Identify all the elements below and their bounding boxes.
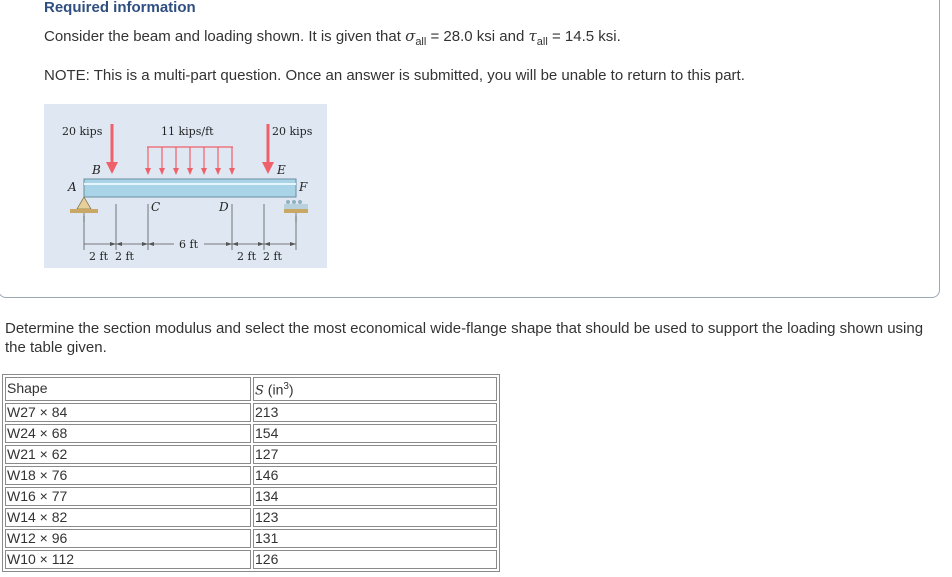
dimension-left-label: 2 ft 2 ft [89,250,134,263]
shape-cell: W16 × 77 [5,487,251,506]
note-text: NOTE: This is a multi-part question. Once an answer is submitted, you will be unable to return to this part. [44,67,745,84]
point-d-label: D [219,200,229,214]
table-row [5,550,497,569]
dimension-right-label: 2 ft 2 ft [237,250,282,263]
tau-value: = 14.5 ksi. [547,28,621,45]
section-modulus-cell: 154 [253,424,497,443]
section-modulus-cell: 213 [253,403,497,422]
tau-subscript: all [536,36,548,48]
header-section-modulus [253,377,497,401]
table-row [5,424,497,443]
table-row [5,445,497,464]
header-s-close: ) [288,381,294,398]
shape-table [2,374,500,572]
point-e-label: E [277,163,286,177]
given-prefix: Consider the beam and loading shown. It is given that [44,28,406,45]
shape-cell: W27 × 84 [5,403,251,422]
load-right-label: 20 kips [272,125,313,138]
table-row [5,529,497,548]
sigma-symbol: σ [405,27,416,45]
header-s-unit: (in [263,381,284,398]
question-text: Determine the section modulus and select the most economical wide-flange shape that should be used to support the loading shown using the table given. [5,320,924,356]
point-c-label: C [151,200,161,214]
section-modulus-cell: 146 [253,466,497,485]
beam-diagram [44,104,327,268]
shape-cell: W12 × 96 [5,529,251,548]
header-shape: Shape [5,377,251,401]
header-s-symbol: S [255,383,264,399]
given-statement [44,27,621,48]
section-modulus-cell: 127 [253,445,497,464]
beam [84,179,296,197]
point-b-label: B [92,163,101,177]
table-row [5,403,497,422]
distributed-load [145,147,235,175]
section-modulus-cell: 131 [253,529,497,548]
shape-cell: W18 × 76 [5,466,251,485]
load-left-label: 20 kips [62,125,103,138]
required-info-title: Required information [44,0,196,16]
tau-symbol: τ [528,27,537,45]
section-modulus-cell: 126 [253,550,497,569]
sigma-value: = 28.0 ksi and [426,28,529,45]
load-distributed-label: 11 kips/ft [161,125,214,138]
shape-cell: W21 × 62 [5,445,251,464]
point-f-label: F [299,180,308,194]
shape-cell: W24 × 68 [5,424,251,443]
header-s-exponent: 3 [283,381,289,392]
table-row [5,466,497,485]
dimension-mid-label: 6 ft [179,238,198,251]
load-left-arrow [106,124,118,174]
table-row [5,487,497,506]
beam-figure [44,104,327,268]
section-modulus-cell: 134 [253,487,497,506]
table-row [5,508,497,527]
shape-cell: W14 × 82 [5,508,251,527]
shape-cell: W10 × 112 [5,550,251,569]
table-header-row [5,377,497,401]
section-modulus-cell: 123 [253,508,497,527]
point-a-label: A [68,180,77,194]
sigma-subscript: all [415,36,427,48]
